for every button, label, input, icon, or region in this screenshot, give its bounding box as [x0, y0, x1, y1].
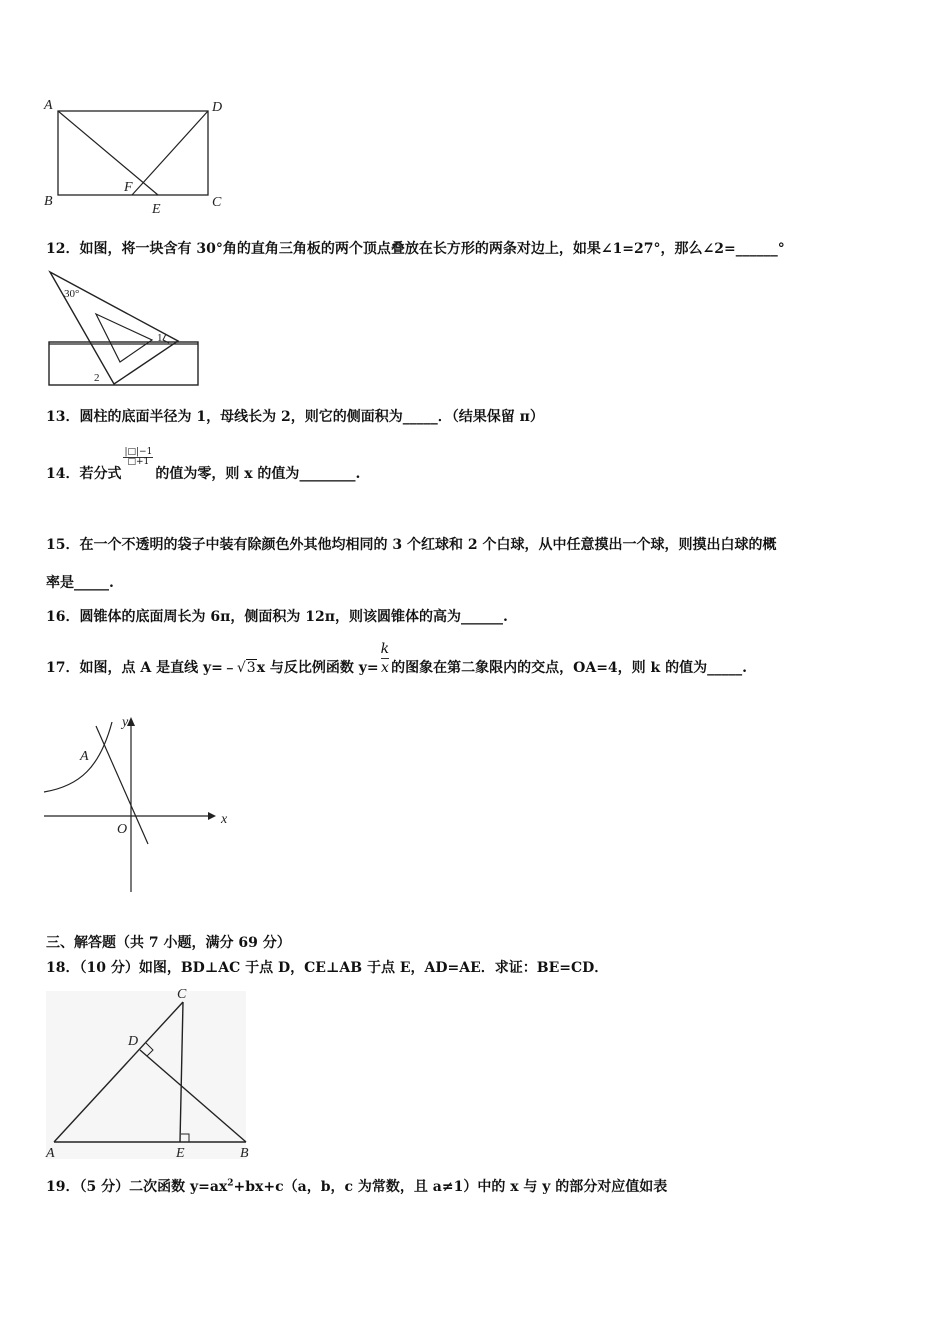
question-number: 16． — [46, 609, 80, 625]
label-c: C — [177, 987, 187, 1002]
question-text: 圆锥体的底面周长为 6π，侧面积为 12π，则该圆锥体的高为 — [79, 609, 461, 625]
label-d: D — [212, 100, 223, 115]
label-x: x — [221, 812, 228, 827]
label-e: E — [152, 202, 161, 217]
question-text: 如图，将一块含有 30°角的直角三角板的两个顶点叠放在长方形的两条对边上，如果∠1=27°，那么∠2= — [79, 241, 736, 257]
superscript-2: 2 — [227, 1178, 234, 1189]
section-title-text: 三、解答题（共 7 小题，满分 69 分） — [46, 935, 291, 951]
question-19 — [46, 1176, 667, 1196]
question-text: 圆柱的底面半径为 1，母线长为 2，则它的侧面积为 — [79, 409, 403, 425]
figure-background — [46, 991, 246, 1159]
question-tail: ．（结果保留 π） — [437, 409, 544, 425]
label-o: O — [117, 822, 128, 837]
question-tail: . — [355, 466, 361, 482]
label-b: B — [44, 194, 53, 209]
label-a: A — [44, 98, 53, 113]
line-d-e — [132, 111, 208, 195]
question-15 — [46, 534, 776, 554]
question-16 — [46, 606, 508, 626]
fraction — [123, 448, 153, 467]
label-angle-2: 2 — [94, 372, 100, 384]
question-pre: 若分式 — [79, 466, 122, 482]
question-number: 14． — [46, 466, 80, 482]
question-number: 13． — [46, 409, 80, 425]
fraction-numerator: |□|−1 — [124, 447, 153, 457]
question-number: 18． — [46, 960, 80, 976]
label-c: C — [212, 195, 222, 210]
question-12 — [46, 238, 785, 258]
label-e: E — [176, 1146, 185, 1161]
question-18 — [46, 957, 608, 977]
figure-triangle-abc — [40, 985, 255, 1165]
question-tail: . — [502, 609, 508, 625]
triangle-ruler-inner — [96, 314, 152, 362]
answer-blank[interactable]: ______ — [735, 241, 778, 257]
answer-blank[interactable]: ______ — [460, 609, 503, 625]
question-number: 19． — [46, 1179, 80, 1195]
question-number: 15． — [46, 537, 80, 553]
label-d: D — [128, 1034, 139, 1049]
fraction-k-over-x — [381, 640, 389, 677]
question-tail: . — [742, 660, 747, 676]
question-text: 的图象在第二象限内的交点，OA=4，则 k 的值为 — [391, 660, 708, 676]
answer-blank[interactable]: _____ — [707, 660, 743, 676]
section-title — [46, 932, 291, 952]
sqrt-expression: √3 — [236, 660, 256, 676]
question-text: +bx+c（a，b，c 为常数，且 a≠1）中的 x 与 y 的部分对应值如表 — [233, 1179, 668, 1195]
label-30-degree: 30° — [64, 288, 80, 300]
hyperbola-curve — [44, 722, 112, 792]
figure-triangle-ruler — [40, 268, 210, 390]
question-text: （10 分）如图，BD⊥AC 于点 D，CE⊥AB 于点 E，AD=AE．求证：BE=CD． — [79, 960, 609, 976]
question-text: 的值为零，则 x 的值为 — [155, 466, 300, 482]
answer-blank[interactable]: _____ — [402, 409, 438, 425]
answer-blank[interactable]: _____ — [74, 575, 109, 591]
fraction-denominator: x — [380, 660, 389, 676]
question-14 — [46, 448, 360, 483]
question-17 — [46, 640, 747, 677]
sqrt-radicand: 3 — [246, 660, 256, 676]
fraction-denominator: □+1 — [127, 457, 150, 467]
figure-coordinate-graph — [40, 712, 240, 897]
question-tail: ° — [777, 241, 785, 257]
label-a: A — [46, 1146, 55, 1161]
question-number: 17． — [46, 660, 80, 676]
rectangle-strip — [49, 342, 198, 385]
x-axis-arrow — [208, 812, 216, 820]
question-13 — [46, 406, 544, 426]
question-tail: . — [109, 575, 114, 591]
rectangle-abcd — [58, 111, 208, 195]
answer-blank[interactable]: ________ — [299, 466, 356, 482]
question-pre: 如图，点 A 是直线 y=﹣ — [79, 660, 237, 676]
label-angle-1: 1 — [157, 332, 163, 344]
label-f: F — [124, 180, 133, 195]
label-y: y — [122, 715, 129, 730]
question-15-line2 — [46, 572, 114, 592]
question-mid: x 与反比例函数 y= — [256, 660, 379, 676]
question-pre: （5 分）二次函数 y=ax — [79, 1179, 228, 1195]
figure-rectangle-abcd — [40, 95, 240, 220]
fraction-numerator: k — [380, 641, 390, 657]
question-text-line2: 率是 — [46, 575, 74, 591]
label-a: A — [80, 749, 89, 764]
question-text-line1: 在一个不透明的袋子中装有除颜色外其他均相同的 3 个红球和 2 个白球，从中任意摸出一个球，则摸出白球的概 — [79, 537, 777, 553]
label-b: B — [240, 1146, 249, 1161]
question-number: 12． — [46, 241, 80, 257]
